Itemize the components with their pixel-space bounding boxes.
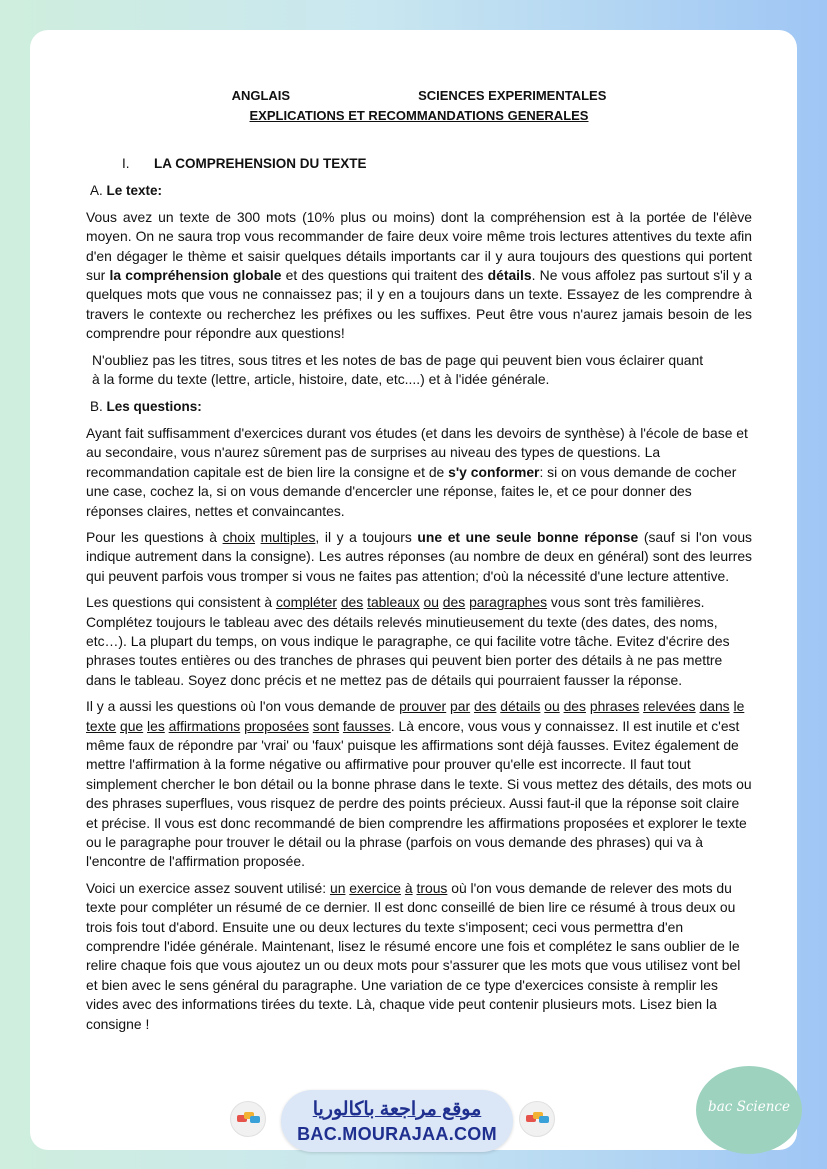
site-name-arabic: موقع مراجعة باكالوريا (312, 1099, 482, 1120)
site-logo-icon (230, 1101, 266, 1137)
section-number: I. (122, 156, 130, 171)
document-page (30, 30, 797, 1150)
bac-science-label: bac Science (708, 1099, 790, 1115)
document-content (86, 86, 752, 1034)
site-badge[interactable] (281, 1090, 513, 1152)
part-a-letter: A. (90, 183, 103, 199)
part-a-title: Le texte: (106, 183, 163, 199)
part-b-paragraph-4: Il y a aussi les questions où l'on vous demande de prouver par des détails ou des phrases relevées dans le texte que les affirmations proposées sont fausses. Là encore, vous vous y connaissez. Il est inutile et c'est même faux de répondre par 'vrai' ou 'faux' puisque les affirmations sont déjà fausses. Evitez également de mettre l'affirmation à la forme négative ou affirmative pour prouver qu'elle est incorrecte. Il faut tout simplement chercher le bon détail ou la bonne phrase dans le texte. Si vous mettez des détails, des mots ou des phrases superflues, vous risquez de perdre des points précieux. Aussi faut-il que la réponse soit claire et précise. Il vous est donc recommandé de bien comprendre les affirmations proposées et explorer le texte ou le paragraphe pour trouver le détail ou la phrase (parfois on vous demande des phrases) qui va à l'encontre de l'affirmation proposée. (86, 698, 752, 870)
part-b-paragraph-3: Les questions qui consistent à compléter des tableaux ou des paragraphes vous sont très familières. Complétez toujours le tableau avec des détails relevés minutieusement du texte (des dates, des noms, etc…). La plupart du temps, on vous indique le paragraphe, ce qui facilite votre tâche. Evitez d'écrire des phrases toutes entières ou des tranches de phrases qui peuvent bien porter des détails à ne pas mettre dans le tableau. Soyez donc précis et ne mettez pas de détails qui pourraient fausser la réponse. (86, 594, 730, 688)
document-subtitle: EXPLICATIONS ET RECOMMANDATIONS GENERALES (249, 108, 589, 123)
bac-science-badge (696, 1066, 802, 1154)
section-label: SCIENCES EXPERIMENTALES (418, 88, 607, 103)
part-b-letter: B. (90, 399, 103, 415)
part-a-paragraph-1: Vous avez un texte de 300 mots (10% plus ou moins) dont la compréhension est à la portée de l'élève moyen. On ne saura trop vous recommander de faire deux voire même trois lectures attentives du texte afin d'en dégager le thème et saisir quelques détails importants car il y aura toujours des questions qui portent sur la compréhension globale et des questions qui traitent des détails. Ne vous affolez pas surtout s'il y a quelques mots que vous ne connaissez pas; il y en a toujours dans un texte. Essayez de les comprendre à travers le contexte ou recherchez les préfixes ou les suffixes. Peut être vous n'aurez jamais besoin de les comprendre pour répondre aux questions! (86, 208, 753, 342)
part-b-paragraph-5: Voici un exercice assez souvent utilisé: un exercice à trous où l'on vous demande de relever des mots du texte pour compléter un résumé de ce dernier. Il est donc conseillé de bien lire ce résumé à trous deux ou trois fois tout d'abord. Ensuite une ou deux lectures du texte s'imposent; ceci vous permettra d'en comprendre l'idée générale. Maintenant, lisez le résumé encore une fois et complétez le sans oublier de le relire chaque fois que vous ajoutez un ou deux mots pour s'assurer que les mots que vous utilisez vont bel et bien avec le sens général du paragraphe. Une variation de ce type d'exercices consiste à remplir les vides avec des informations tirées du texte. Là, chaque vide peut contenir plusieurs mots. Lisez bien la consigne ! (86, 879, 741, 1032)
part-a-heading (86, 181, 752, 200)
part-a-paragraph-2: N'oubliez pas les titres, sous titres et les notes de bas de page qui peuvent bien vous éclairer quant à la forme du texte (lettre, article, histoire, date, etc....) et à l'idée générale. (92, 351, 704, 388)
subject-label: ANGLAIS (231, 88, 291, 103)
site-logo-icon-right (519, 1101, 555, 1137)
section-title: LA COMPREHENSION DU TEXTE (154, 156, 367, 171)
part-b-title: Les questions: (106, 399, 202, 415)
site-url[interactable]: BAC.MOURAJAA.COM (297, 1124, 497, 1144)
part-b-paragraph-1: Ayant fait suffisamment d'exercices durant vos études (et dans les devoirs de synthèse) à l'école de base et au secondaire, vous n'aurez sûrement pas de surprises au niveau des types de questions. La recommandation capitale est de bien lire la consigne et de s'y conformer: si on vous demande de cocher une case, cochez la, si on vous demande d'encercler une réponse, faites le, et ce pour donner des réponses claires, nettes et convaincantes. (86, 424, 748, 519)
section-heading (86, 154, 752, 173)
part-b-heading (86, 397, 752, 416)
header-line (86, 86, 752, 106)
part-b-paragraph-2: Pour les questions à choix multiples, il y a toujours une et une seule bonne réponse (sauf si l'on vous indique autrement dans la consigne). Les autres réponses (au nombre de deux en général) sont des leurres qui peuvent parfois vous tromper si vous ne faites pas attention; d'où la nécessité d'une lecture attentive. (86, 528, 753, 584)
